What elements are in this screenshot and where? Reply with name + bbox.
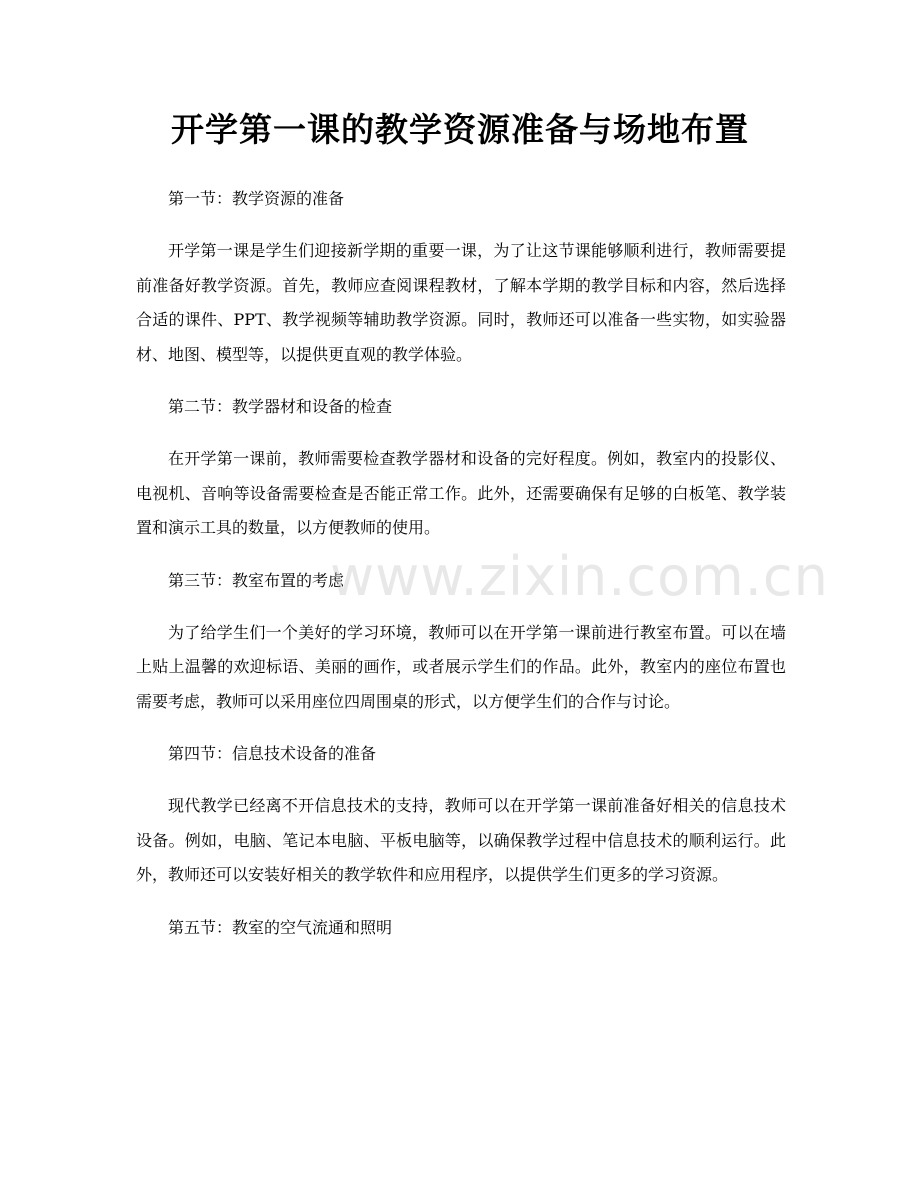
document-title: 开学第一课的教学资源准备与场地布置 <box>171 110 749 149</box>
watermark: www.zixin.com.cn <box>330 545 829 608</box>
section-heading-4: 第四节：信息技术设备的准备 <box>168 744 377 763</box>
section-heading-5: 第五节：教室的空气流通和照明 <box>168 917 393 937</box>
section-paragraph-1: 开学第一课是学生们迎接新学期的重要一课，为了让这节课能够顺利进行，教师需要提前准备好教学资源。首先，教师应查阅课程教材，了解本学期的教学目标和内容，然后选择合适的课件、PPT、教学视频等辅助教学资源。同时，教师还可以准备一些实物，如实验器材、地图、模型等，以提供更直观的教学体验。 <box>136 241 786 364</box>
section-heading-3: 第三节：教室布置的考虑 <box>168 570 345 590</box>
section-paragraph-4: 现代教学已经离不开信息技术的支持，教师可以在开学第一课前准备好相关的信息技术设备。例如，电脑、笔记本电脑、平板电脑等，以确保教学过程中信息技术的顺利运行。此外，教师还可以安装好相关的教学软件和应用程序，以提供学生们更多的学习资源。 <box>136 796 786 884</box>
section-heading-1: 第一节：教学资源的准备 <box>168 189 345 208</box>
section-paragraph-2: 在开学第一课前，教师需要检查教学器材和设备的完好程度。例如，教室内的投影仪、电视机、音响等设备需要检查是否能正常工作。此外，还需要确保有足够的白板笔、教学装置和演示工具的数量，以方便教师的使用。 <box>136 449 786 537</box>
document-body <box>136 184 786 943</box>
section-paragraph-3: 为了给学生们一个美好的学习环境，教师可以在开学第一课前进行教室布置。可以在墙上贴上温馨的欢迎标语、美丽的画作，或者展示学生们的作品。此外，教室内的座位布置也需要考虑，教师可以采用座位四周围桌的形式，以方便学生们的合作与讨论。 <box>136 622 786 711</box>
section-heading-2: 第二节：教学器材和设备的检查 <box>168 397 393 416</box>
